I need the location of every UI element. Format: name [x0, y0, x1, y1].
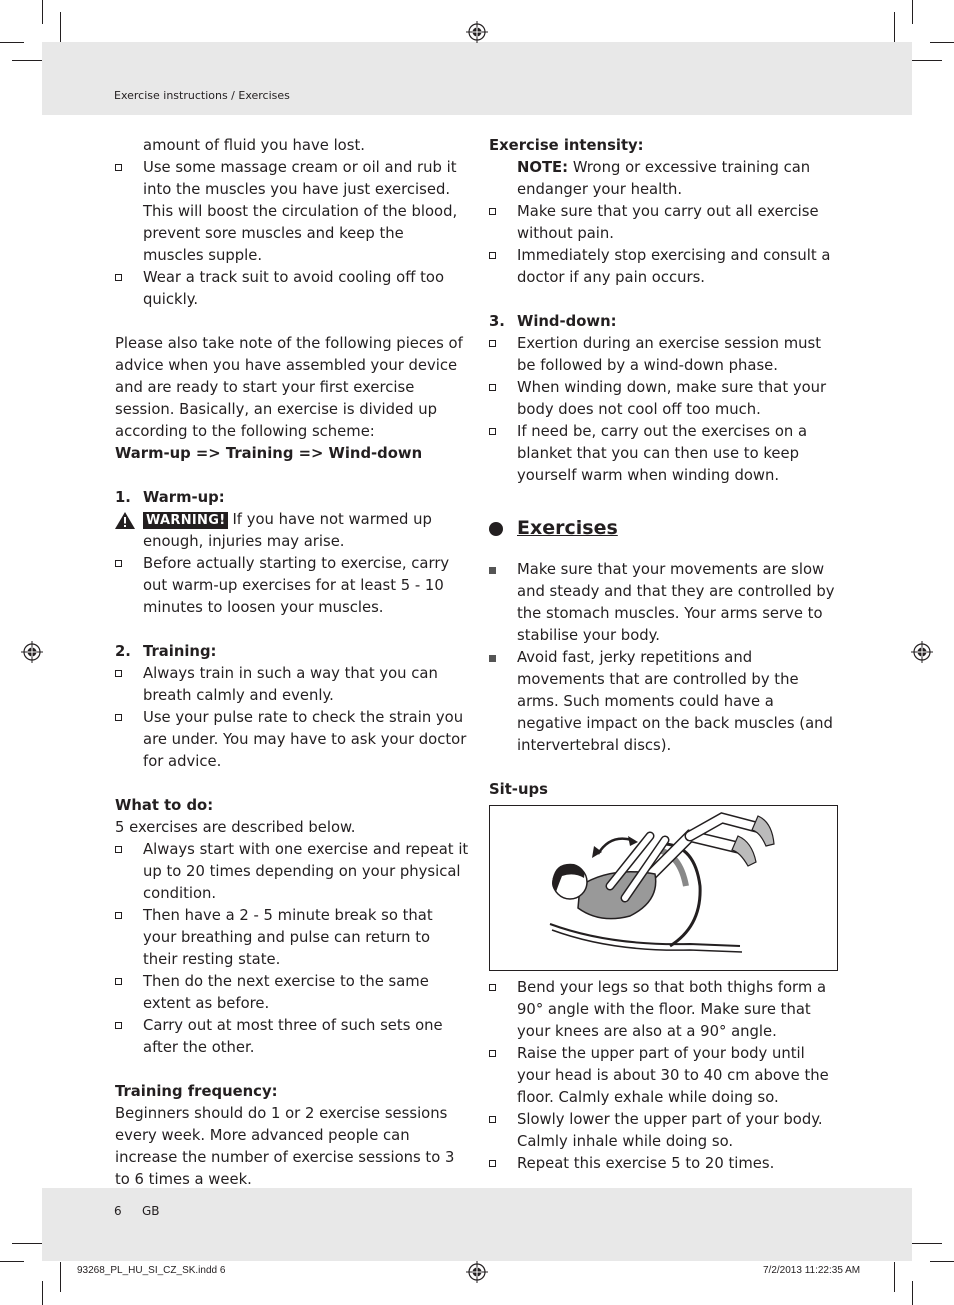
crop-mark	[42, 1281, 43, 1305]
checkbox-bullet-icon	[489, 208, 496, 215]
crop-mark	[930, 1261, 954, 1262]
checkbox-bullet-icon	[489, 1050, 496, 1057]
list-item: Then do the next exercise to the same extent as before.	[115, 971, 469, 1015]
exercises-section-heading: Exercises	[489, 509, 839, 553]
list-item: Repeat this exercise 5 to 20 times.	[489, 1153, 839, 1175]
crop-mark	[894, 1262, 895, 1292]
list-item: Before actually starting to exercise, carry out warm-up exercises for at least 5 - 10 minutes to loosen your muscles.	[115, 553, 469, 619]
square-bullet-icon	[489, 567, 496, 574]
registration-mark-icon	[466, 21, 488, 43]
situp-illustration	[489, 805, 838, 971]
list-item: Always start with one exercise and repeat it up to 20 times depending on your physical condition.	[115, 839, 469, 905]
list-item: Use your pulse rate to check the strain you are under. You may have to ask your doctor for advice.	[115, 707, 469, 773]
list-item: Slowly lower the upper part of your body. Calmly inhale while doing so.	[489, 1109, 839, 1153]
list-item: Exertion during an exercise session must be followed by a wind-down phase.	[489, 333, 839, 377]
warning-triangle-icon	[115, 512, 135, 529]
intro-paragraph: Please also take note of the following pieces of advice when you have assembled your device and are ready to start your first exercise session. Basically, an exercise is divided up according to the following scheme:	[115, 335, 463, 440]
crop-mark	[912, 1281, 913, 1305]
checkbox-bullet-icon	[115, 274, 122, 281]
checkbox-bullet-icon	[115, 164, 122, 171]
page-number: 6	[114, 1204, 122, 1218]
checkbox-bullet-icon	[489, 1116, 496, 1123]
checkbox-bullet-icon	[115, 978, 122, 985]
list-item: Bend your legs so that both thighs form a 90° angle with the floor. Make sure that your knees are also at a 90° angle.	[489, 977, 839, 1043]
checkbox-bullet-icon	[115, 846, 122, 853]
crop-mark	[894, 12, 895, 42]
checkbox-bullet-icon	[115, 560, 122, 567]
list-item: Carry out at most three of such sets one after the other.	[115, 1015, 469, 1059]
list-item: Immediately stop exercising and consult a doctor if any pain occurs.	[489, 245, 839, 289]
intensity-heading: Exercise intensity:	[489, 137, 644, 154]
registration-mark-icon	[466, 1261, 488, 1283]
right-column	[489, 135, 839, 1175]
checkbox-bullet-icon	[115, 670, 122, 677]
footer-band	[42, 1188, 912, 1261]
slug-filename: 93268_PL_HU_SI_CZ_SK.indd 6	[77, 1265, 226, 1276]
crop-mark	[912, 60, 942, 61]
winddown-heading: 3. Wind-down:	[489, 313, 617, 330]
crop-mark	[12, 1243, 42, 1244]
header-band	[42, 42, 912, 115]
warning-label: WARNING!	[143, 512, 228, 529]
note-notice: NOTE: Wrong or excessive training can endanger your health.	[517, 159, 811, 198]
what-to-do-intro: 5 exercises are described below.	[115, 819, 356, 836]
crop-mark	[12, 60, 42, 61]
situps-heading: Sit-ups	[489, 781, 548, 798]
bullet-dot-icon	[489, 522, 503, 536]
crop-mark	[42, 0, 43, 24]
checkbox-bullet-icon	[115, 912, 122, 919]
training-frequency-heading: Training frequency:	[115, 1083, 278, 1100]
crop-mark	[912, 1243, 942, 1244]
square-bullet-icon	[489, 655, 496, 662]
crop-mark	[930, 42, 954, 43]
list-item: Make sure that you carry out all exercise without pain.	[489, 201, 839, 245]
page-language: GB	[142, 1204, 160, 1218]
checkbox-bullet-icon	[489, 428, 496, 435]
checkbox-bullet-icon	[489, 340, 496, 347]
slug-datetime: 7/2/2013 11:22:35 AM	[763, 1265, 861, 1276]
registration-mark-icon	[911, 641, 933, 663]
training-frequency-text: Beginners should do 1 or 2 exercise sessions every week. More advanced people can increase the number of exercise sessions to 3 to 6 times a week.	[115, 1105, 455, 1188]
list-item: When winding down, make sure that your body does not cool off too much.	[489, 377, 839, 421]
registration-mark-icon	[21, 641, 43, 663]
situp-figure-icon	[490, 806, 837, 970]
list-item: Use some massage cream or oil and rub it into the muscles you have just exercised. This will boost the circulation of the blood, prevent sore muscles and keep the muscles supple.	[115, 157, 469, 267]
crop-mark	[0, 42, 24, 43]
crop-mark	[0, 1261, 24, 1262]
list-item: Then have a 2 - 5 minute break so that your breathing and pulse can return to their resting state.	[115, 905, 469, 971]
training-heading: 2. Training:	[115, 643, 217, 660]
list-item: Make sure that your movements are slow and steady and that they are controlled by the stomach muscles. Your arms serve to stabilise your body.	[489, 559, 839, 647]
left-column	[115, 135, 469, 1191]
crop-mark	[60, 12, 61, 42]
continued-text: amount of fluid you have lost.	[143, 137, 365, 154]
warmup-heading: 1. Warm-up:	[115, 489, 225, 506]
list-item: If need be, carry out the exercises on a blanket that you can then use to keep yourself warm when winding down.	[489, 421, 839, 487]
crop-mark	[60, 1262, 61, 1292]
list-item: Always train in such a way that you can breath calmly and evenly.	[115, 663, 469, 707]
checkbox-bullet-icon	[489, 984, 496, 991]
crop-mark	[912, 0, 913, 24]
running-header: Exercise instructions / Exercises	[114, 89, 290, 102]
checkbox-bullet-icon	[489, 1160, 496, 1167]
list-item: Avoid fast, jerky repetitions and movements that are controlled by the arms. Such moments could have a negative impact on the back muscles (and intervertebral discs).	[489, 647, 839, 757]
warning-notice: WARNING! If you have not warmed up enough, injuries may arise.	[115, 509, 469, 553]
scheme-line: Warm-up => Training => Wind-down	[115, 445, 423, 462]
list-item: Wear a track suit to avoid cooling off too quickly.	[115, 267, 469, 311]
checkbox-bullet-icon	[115, 714, 122, 721]
checkbox-bullet-icon	[489, 252, 496, 259]
checkbox-bullet-icon	[115, 1022, 122, 1029]
list-item: Raise the upper part of your body until your head is about 30 to 40 cm above the floor. Calmly exhale while doing so.	[489, 1043, 839, 1109]
checkbox-bullet-icon	[489, 384, 496, 391]
what-to-do-heading: What to do:	[115, 797, 214, 814]
